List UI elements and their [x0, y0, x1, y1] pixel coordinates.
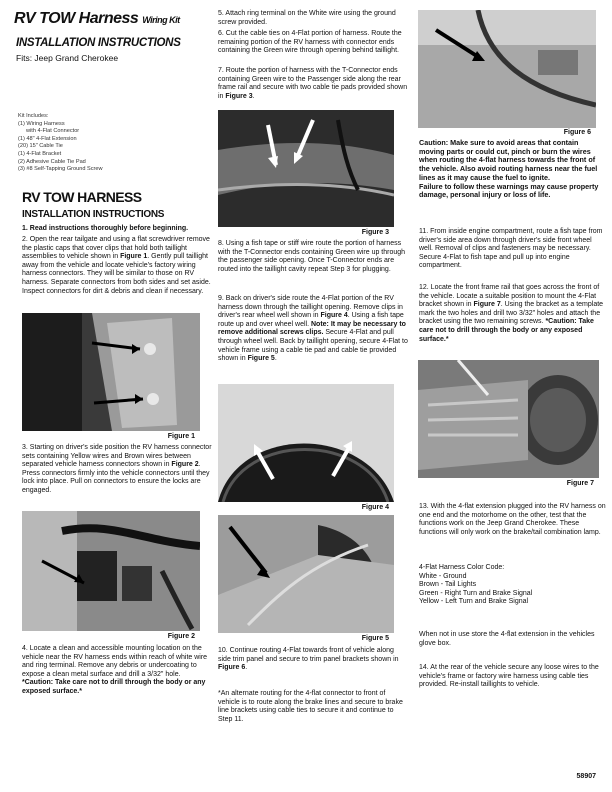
color-code-item: Green - Right Turn and Brake Signal [419, 589, 533, 597]
color-code-item: Brown - Tail Lights [419, 581, 477, 589]
figure-2-photo [22, 511, 200, 631]
step-11-text: 11. From inside engine compartment, route a fish tape from driver's side area down through driver's side front wheel well. Removal of clips and fasteners may be necessary. Secure 4-Flat to fish tape and pull up into engine compartment. [419, 228, 603, 270]
figure-4-caption: Figure 4 [361, 504, 389, 511]
kit-item: (1) 48" 4-Flat Extension [18, 135, 77, 142]
step-11 [419, 228, 607, 271]
section-heading: RV TOW HARNESS [22, 189, 142, 205]
section-subheading: INSTALLATION INSTRUCTIONS [22, 209, 165, 220]
alternate-routing-note [218, 690, 408, 724]
kit-item: (3) #8 Self-Tapping Ground Screw [18, 166, 103, 173]
figure-ref: Figure 5 [247, 355, 275, 363]
storage-note-text: When not in use store the 4-flat extension in the vehicles glove box. [419, 631, 595, 647]
storage-note [419, 631, 607, 648]
step-2-text-cont: . Gently pull taillight away from the vehicle and locate vehicle's factory wiring harness connectors. They will be similar to those on RV harness. Separate connectors from both sides and set aside. Inspect connectors for dirt & debris and clean if necessary. [22, 253, 211, 295]
step-2 [22, 236, 212, 296]
step-5 [218, 10, 408, 27]
color-code-title: 4-Flat Harness Color Code: [419, 564, 505, 571]
figure-ref: Figure 2 [171, 461, 199, 469]
step-9-text: 9. Back on driver's side route the 4-Flat portion of the RV harness down through the taillight opening. Remove clips in driver's rear wheel well shown in [218, 295, 403, 320]
step-3 [22, 444, 212, 496]
step-3-text-cont: . Press connectors firmly into the vehicle connectors until they lock into place. Pull on connectors to ensure the locks are engaged. [22, 461, 210, 494]
document-number: 58907 [576, 773, 596, 780]
kit-item: (1) Wiring Harness [18, 120, 65, 127]
fuel-caution-text: Caution: Make sure to avoid areas that contain moving parts or could cut, pinch or burn the wires when routing the 4-flat harness towards the front of the vehicle. Also avoid routing harness near the fuel lines as it may cause the fuel to ignite. [419, 138, 598, 182]
failure-warning-text: Failure to follow these warnings may cause property damage, personal injury or loss of life. [419, 181, 599, 200]
step-3-text: 3. Starting on driver's side position the RV harness connector sets containing Yellow wires and Brown wires between separated vehicle harness connectors shown in [22, 444, 212, 469]
step-4-text: 4. Locate a clean and accessible mounting location on the vehicle near the RV harness ends within reach of white wire and ring terminal. Remove any debris or undercoating to expose a clean metal surface and drill a 3/32" hole. [22, 645, 208, 678]
figure-3-caption: Figure 3 [361, 229, 389, 236]
figure-ref: Figure 1 [120, 253, 148, 261]
step-9-text-cont: . Using a fish tape route up and over wheel well. [218, 312, 404, 328]
color-code-item: Yellow - Left Turn and Brake Signal [419, 598, 529, 606]
step-13-text: 13. With the 4-flat extension plugged into the RV harness on one end and the motorhome on the other, test that the functions work on the Jeep Grand Cherokee. These functions will only work on the brake/tail combination lamp. [419, 503, 606, 536]
step-4-caution: *Caution: Take care not to drill through the body or any exposed surface.* [22, 679, 206, 695]
figure-3-photo [218, 110, 394, 227]
kit-title: Kit Includes: [18, 113, 49, 119]
step-9-note: Note: It may be necessary to remove additional screws clips. [218, 320, 406, 337]
figure-ref: Figure 4 [320, 312, 348, 320]
step-8 [218, 240, 408, 274]
step-12-text: 12. Locate the front frame rail that goes across the front of the vehicle. Locate a suitable position to mount the 4-Flat bracket shown in [419, 284, 600, 309]
kit-item: (2) Adhesive Cable Tie Pad [18, 158, 86, 165]
alternate-routing-text: *An alternate routing for the 4-flat connector to front of vehicle is to route along the brake lines and secure to brake line brackets using cable ties to secure it and continue to Step 11. [218, 690, 403, 723]
step-7-text: 7. Route the portion of harness with the T-Connector ends containing Green wire to the Passenger side along the rear frame rail and secure with two cable tie pads provided shown in [218, 67, 408, 100]
figure-1-caption: Figure 1 [167, 433, 195, 440]
step-10-text: 10. Continue routing 4-Flat towards front of vehicle along side trim panel and secure to trim panel brackets shown in [218, 647, 399, 663]
step-6-text: 6. Cut the cable ties on 4-Flat portion of harness. Route the remaining portion of the RV harness with connector ends containing the Green wire through opening behind taillight. [218, 30, 402, 55]
step-7-text-end: . [252, 92, 255, 100]
step-7 [218, 67, 408, 101]
step-10-text-end: . [245, 664, 248, 672]
figure-ref: Figure 3 [225, 92, 253, 100]
step-9 [218, 295, 408, 364]
figure-5-photo [218, 515, 394, 633]
figure-1-photo [22, 313, 200, 431]
step-14-text: 14. At the rear of the vehicle secure any loose wires to the vehicle's frame or factory wire harness using cable ties provided. Re-install taillights to vehicle. [419, 664, 599, 689]
figure-4-photo [218, 384, 394, 502]
step-12 [419, 284, 607, 344]
step-10 [218, 647, 408, 673]
figure-7-caption: Figure 7 [566, 480, 594, 487]
brand-name: RV TOW Harness [14, 10, 139, 27]
fitment-text: Fits: Jeep Grand Cherokee [16, 53, 119, 63]
figure-2-caption: Figure 2 [167, 633, 195, 640]
figure-ref: Figure 6 [218, 664, 246, 672]
step-5-text: 5. Attach ring terminal on the White wire using the ground screw provided. [218, 10, 396, 26]
step-4 [22, 645, 212, 697]
fuel-caution [419, 139, 605, 200]
figure-ref: Figure 7 [473, 301, 501, 309]
page-subtitle: INSTALLATION INSTRUCTIONS [16, 37, 181, 49]
step-12-caution: *Caution: Take care not to drill through the body or any exposed surface.* [419, 318, 594, 343]
step-1-text: 1. Read instructions thoroughly before beginning. [22, 225, 189, 232]
step-8-text: 8. Using a fish tape or stiff wire route the portion of harness with the T-Connector ends containing Green wire up through the passenger side opening. Once T-Connector ends are routed into the taillight cavity repeat Step 3 for plugging. [218, 240, 406, 273]
kit-item: (20) 15" Cable Tie [18, 143, 63, 150]
kit-includes [18, 113, 103, 174]
brand-suffix: Wiring Kit [142, 15, 180, 25]
figure-6-photo [418, 10, 596, 128]
brand-title [14, 10, 180, 28]
figure-6-caption: Figure 6 [563, 129, 591, 136]
color-code-item: White - Ground [419, 572, 467, 580]
kit-item: (1) 4-Flat Bracket [18, 150, 62, 157]
kit-item: with 4-Flat Connector [26, 128, 80, 135]
step-9-text-cont2: Secure 4-Flat and pull through wheel well. Back by taillight opening, secure 4-Flat to vehicle frame using a cable tie pad and cable tie provided shown in [218, 329, 408, 363]
step-9-text-end: . [274, 355, 277, 363]
step-13 [419, 503, 607, 537]
step-12-text-cont: . Using the bracket as a template mark the two holes and drill two 3/32" holes and attach the bracket using the two remaining screws. [419, 301, 604, 326]
color-code [419, 564, 607, 607]
step-14 [419, 664, 607, 690]
step-1 [22, 225, 210, 234]
figure-5-caption: Figure 5 [361, 635, 389, 642]
step-2-text: 2. Open the rear tailgate and using a flat screwdriver remove the plastic caps that cover clips that hold both taillight assemblies to vehicle shown in [22, 236, 210, 261]
figure-7-photo [418, 360, 599, 478]
step-6 [218, 30, 408, 56]
